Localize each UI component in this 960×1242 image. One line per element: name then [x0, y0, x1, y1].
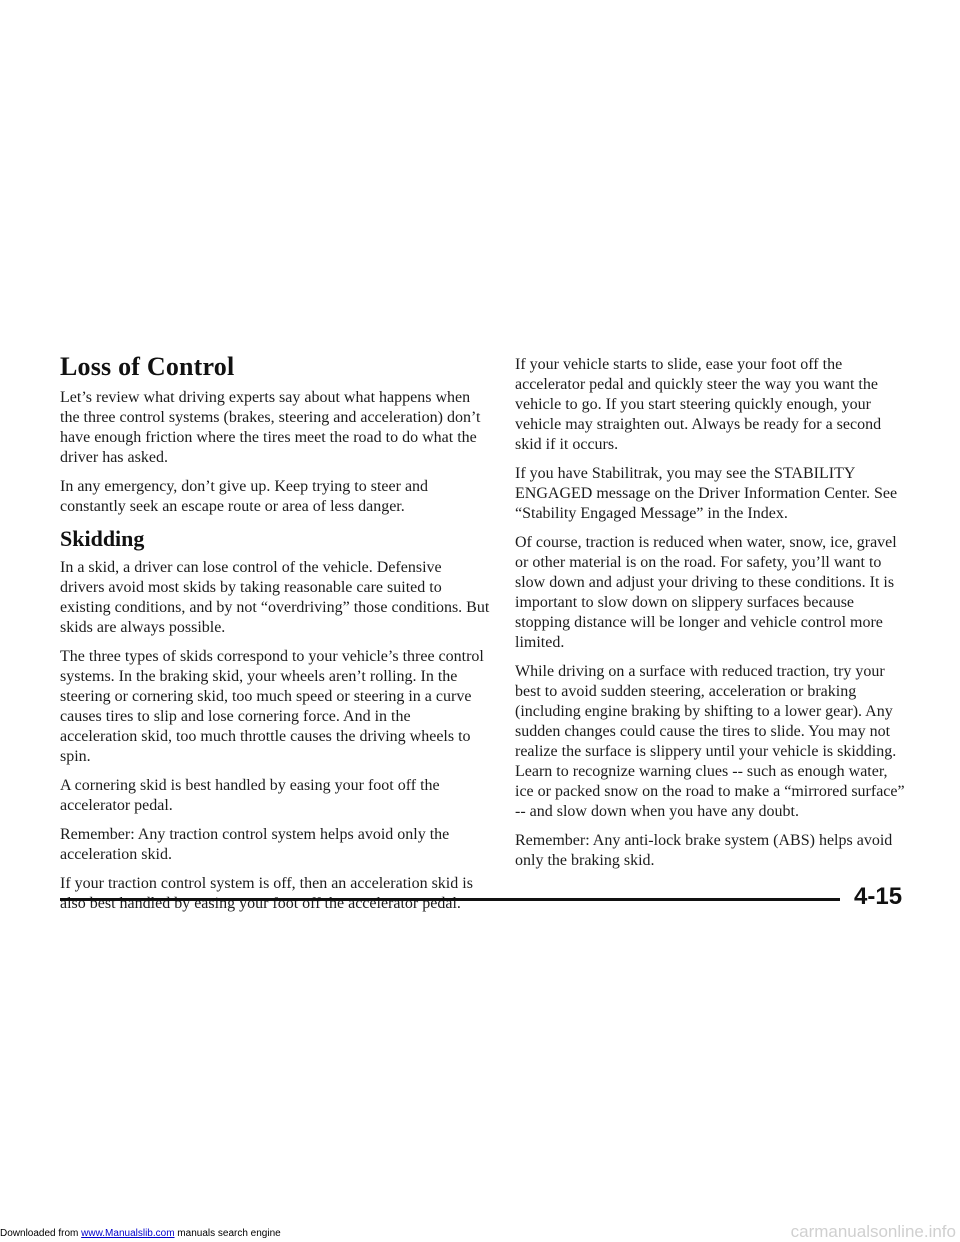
body-paragraph: Of course, traction is reduced when water, snow, ice, gravel or other material is on the road. For safety, you’ll want to slow down and adjust your driving to these conditions. It is important to slow down on slippery surfaces because stopping distance will be longer and vehicle control more limited. [515, 534, 897, 651]
intro-paragraph: Let’s review what driving experts say about what happens when the three control systems (brakes, steering and acceleration) don’t have enough friction where the tires meet the road to do what the driver has asked. [60, 389, 481, 466]
body-paragraph: Remember: Any traction control system helps avoid only the acceleration skid. [60, 826, 450, 863]
page-number: 4-15 [854, 883, 903, 910]
footer-rule [60, 898, 840, 901]
body-paragraph: Remember: Any anti-lock brake system (ABS) helps avoid only the braking skid. [515, 832, 893, 869]
body-paragraph: While driving on a surface with reduced traction, try your best to avoid sudden steering, acceleration or braking (including engine braking by shifting to a lower gear). Any sudden changes could cause the tires to slide. You may not realize the surface is slippery until your vehicle is skidding. Learn to recognize warning clues -- such as enough water, ice or packed snow on the road to make a “mirrored surface” -- and slow down when you have any doubt. [515, 663, 905, 820]
subsection-heading: Skidding [60, 526, 145, 551]
body-paragraph: If your vehicle starts to slide, ease your foot off the accelerator pedal and quickly steer the way you want the vehicle to go. If you start steering quickly enough, your vehicle may straighten out. Always be ready for a second skid if it occurs. [515, 356, 882, 453]
body-paragraph: A cornering skid is best handled by easing your foot off the accelerator pedal. [60, 777, 440, 814]
body-paragraph: In a skid, a driver can lose control of the vehicle. Defensive drivers avoid most skids by taking reasonable care suited to existing conditions, and by not “overdriving” those conditions. But skids are always possible. [60, 559, 490, 636]
body-paragraph: If you have Stabilitrak, you may see the STABILITY ENGAGED message on the Driver Information Center. See “Stability Engaged Message” in the Index. [515, 465, 898, 522]
download-footer [0, 1228, 281, 1239]
section-heading: Loss of Control [60, 352, 235, 381]
footer-prefix: Downloaded from [0, 1228, 82, 1239]
right-column [515, 355, 910, 880]
body-paragraph: The three types of skids correspond to your vehicle’s three control systems. In the braking skid, your wheels aren’t rolling. In the steering or cornering skid, too much speed or steering in a curve causes tires to slip and lose cornering force. And in the acceleration skid, too much throttle causes the driving wheels to spin. [60, 648, 484, 765]
footer-suffix: manuals search engine [174, 1228, 281, 1239]
manualslib-link[interactable]: www.Manualslib.com [81, 1228, 175, 1239]
left-column [60, 352, 490, 923]
body-paragraph: If your traction control system is off, then an acceleration skid is also best handled by easing your foot off the accelerator pedal. [60, 875, 473, 912]
intro-paragraph: In any emergency, don’t give up. Keep trying to steer and constantly seek an escape route or area of less danger. [60, 478, 429, 515]
watermark: carmanualsonline.info [790, 1222, 956, 1241]
